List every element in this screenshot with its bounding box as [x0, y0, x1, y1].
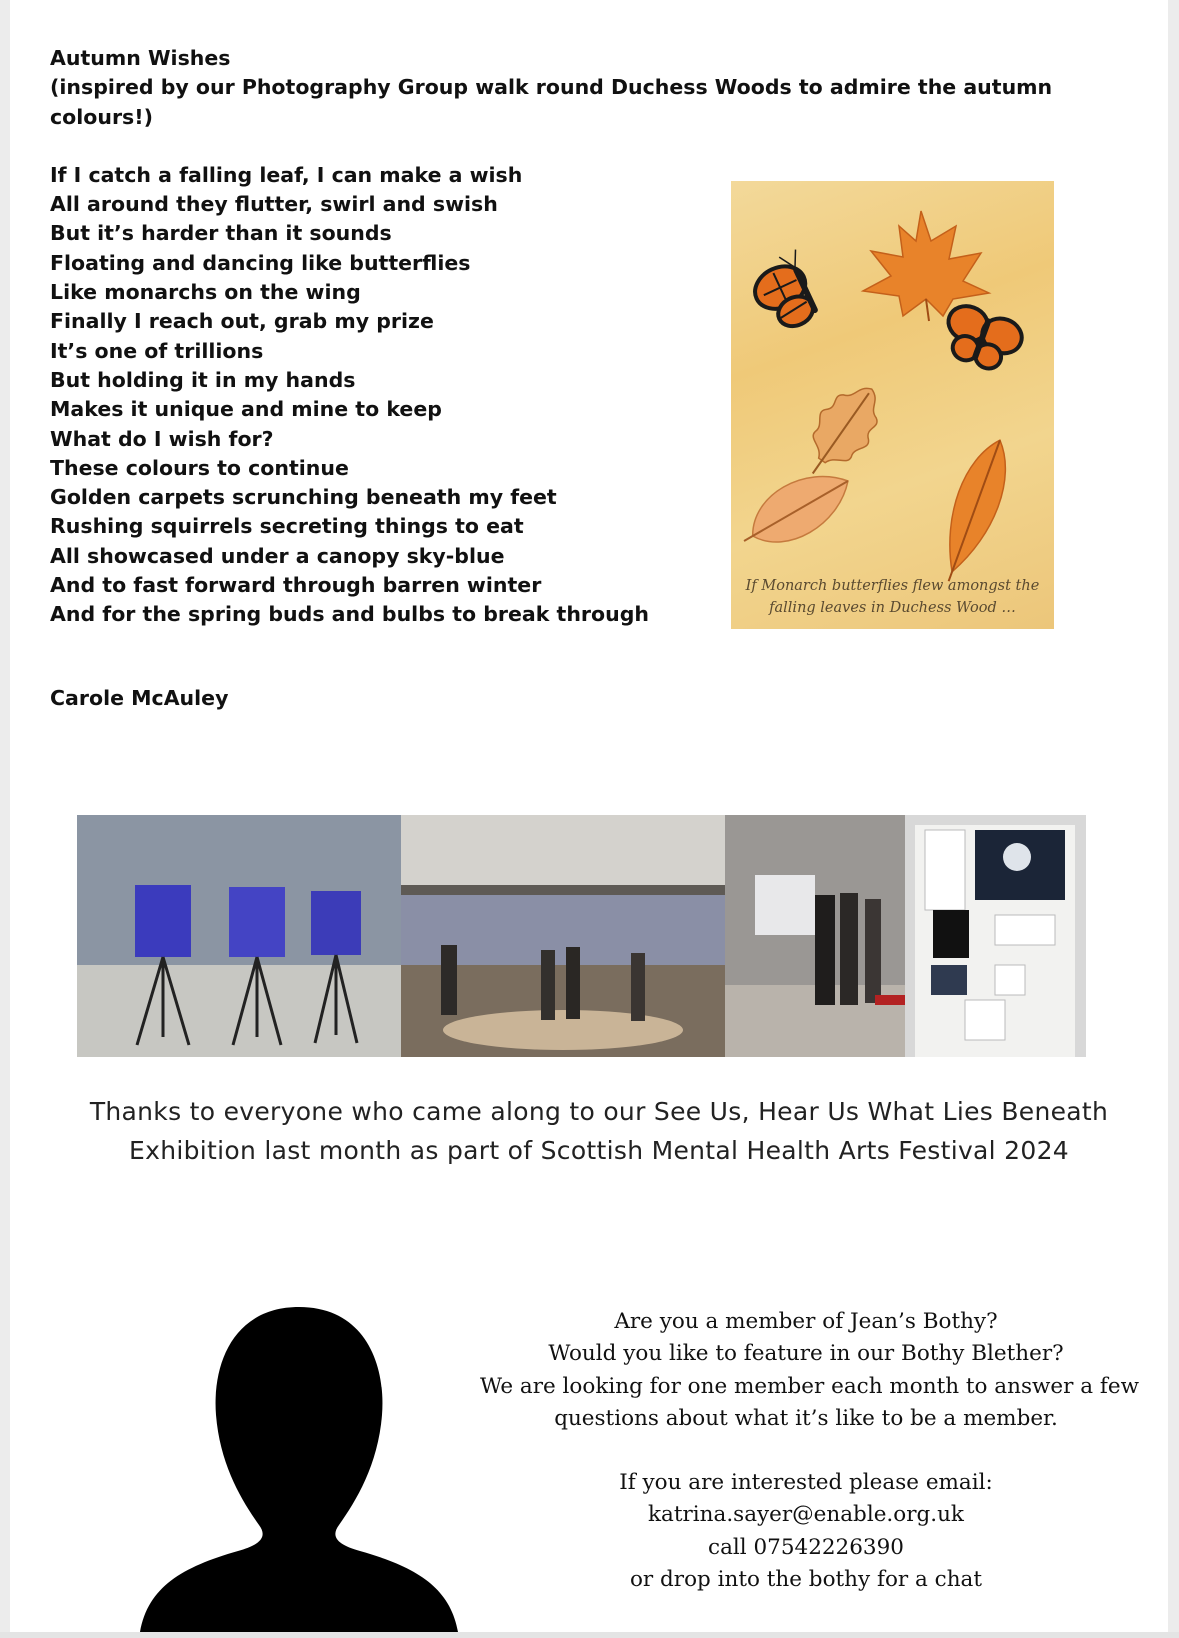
artwork-caption	[731, 575, 1054, 619]
poem-line: Floating and dancing like butterflies	[50, 250, 471, 275]
poem-line: Makes it unique and mine to keep	[50, 397, 442, 422]
poem-line: These colours to continue	[50, 455, 349, 480]
exhibition-photo-easels	[77, 815, 401, 1057]
newsletter-page	[10, 0, 1168, 1632]
birch-leaf-icon	[731, 458, 861, 563]
exhibition-photo-visitors	[725, 815, 905, 1057]
contact-line: or drop into the bothy for a chat	[629, 1567, 982, 1593]
exhibition-thanks-caption	[50, 1092, 1148, 1170]
spacer	[50, 132, 700, 161]
poem-line: And for the spring buds and bulbs to break through	[50, 602, 649, 627]
poem-line: All showcased under a canopy sky-blue	[50, 543, 505, 568]
artwork-caption-line: If Monarch butterflies flew amongst the	[745, 578, 1040, 594]
oak-leaf-icon	[790, 373, 895, 490]
contact-phone[interactable]: call 07542226390	[708, 1534, 904, 1560]
contact-email[interactable]: katrina.sayer@enable.org.uk	[648, 1502, 964, 1528]
exhibition-caption-line: Exhibition last month as part of Scottish Mental Health Arts Festival 2024	[129, 1136, 1069, 1165]
artwork-illustration	[731, 181, 1054, 629]
page-bottom-edge	[0, 1632, 1179, 1638]
exhibition-photo-hall	[401, 815, 725, 1057]
contact-line: If you are interested please email:	[619, 1470, 993, 1496]
poem-line: All around they flutter, swirl and swish	[50, 192, 498, 217]
artwork-caption-line: falling leaves in Duchess Wood …	[769, 600, 1016, 616]
poem-line: It’s one of trillions	[50, 338, 264, 363]
callout-line: Would you like to feature in our Bothy Blether?	[548, 1341, 1064, 1367]
poem-line: What do I wish for?	[50, 426, 274, 451]
member-feature-callout	[480, 1306, 1139, 1596]
exhibition-photo-strip	[77, 815, 1086, 1057]
poem-line: If I catch a falling leaf, I can make a wish	[50, 162, 523, 187]
poem-subtitle-line: (inspired by our Photography Group walk round Duchess Woods to admire the autumn	[50, 75, 1053, 100]
poem-subtitle-line: colours!)	[50, 104, 153, 129]
monarch-butterfly-icon	[745, 250, 825, 337]
poem-title: Autumn Wishes	[50, 46, 231, 70]
poem-line: Rushing squirrels secreting things to eat	[50, 514, 524, 539]
poem-line: Golden carpets scrunching beneath my feet	[50, 485, 557, 510]
monarch-butterfly-icon	[937, 301, 1027, 377]
person-silhouette-icon	[124, 1305, 474, 1632]
spacer	[480, 1435, 1132, 1467]
poem-author: Carole McAuley	[50, 686, 229, 710]
exhibition-photo-display-board	[905, 815, 1086, 1057]
poem-line: Like monarchs on the wing	[50, 280, 361, 305]
callout-line: We are looking for one member each month to answer a few	[480, 1373, 1139, 1399]
poem-line: Finally I reach out, grab my prize	[50, 309, 434, 334]
poem-line: But holding it in my hands	[50, 367, 356, 392]
exhibition-caption-line: Thanks to everyone who came along to our See Us, Hear Us What Lies Beneath	[89, 1097, 1109, 1126]
callout-line: questions about what it’s like to be a member.	[554, 1405, 1058, 1431]
poem-line: And to fast forward through barren winter	[50, 573, 542, 598]
callout-line: Are you a member of Jean’s Bothy?	[614, 1309, 998, 1334]
willow-leaf-icon	[929, 433, 1020, 588]
butterfly-leaves-artwork	[731, 181, 1054, 629]
poem-line: But it’s harder than it sounds	[50, 221, 392, 246]
